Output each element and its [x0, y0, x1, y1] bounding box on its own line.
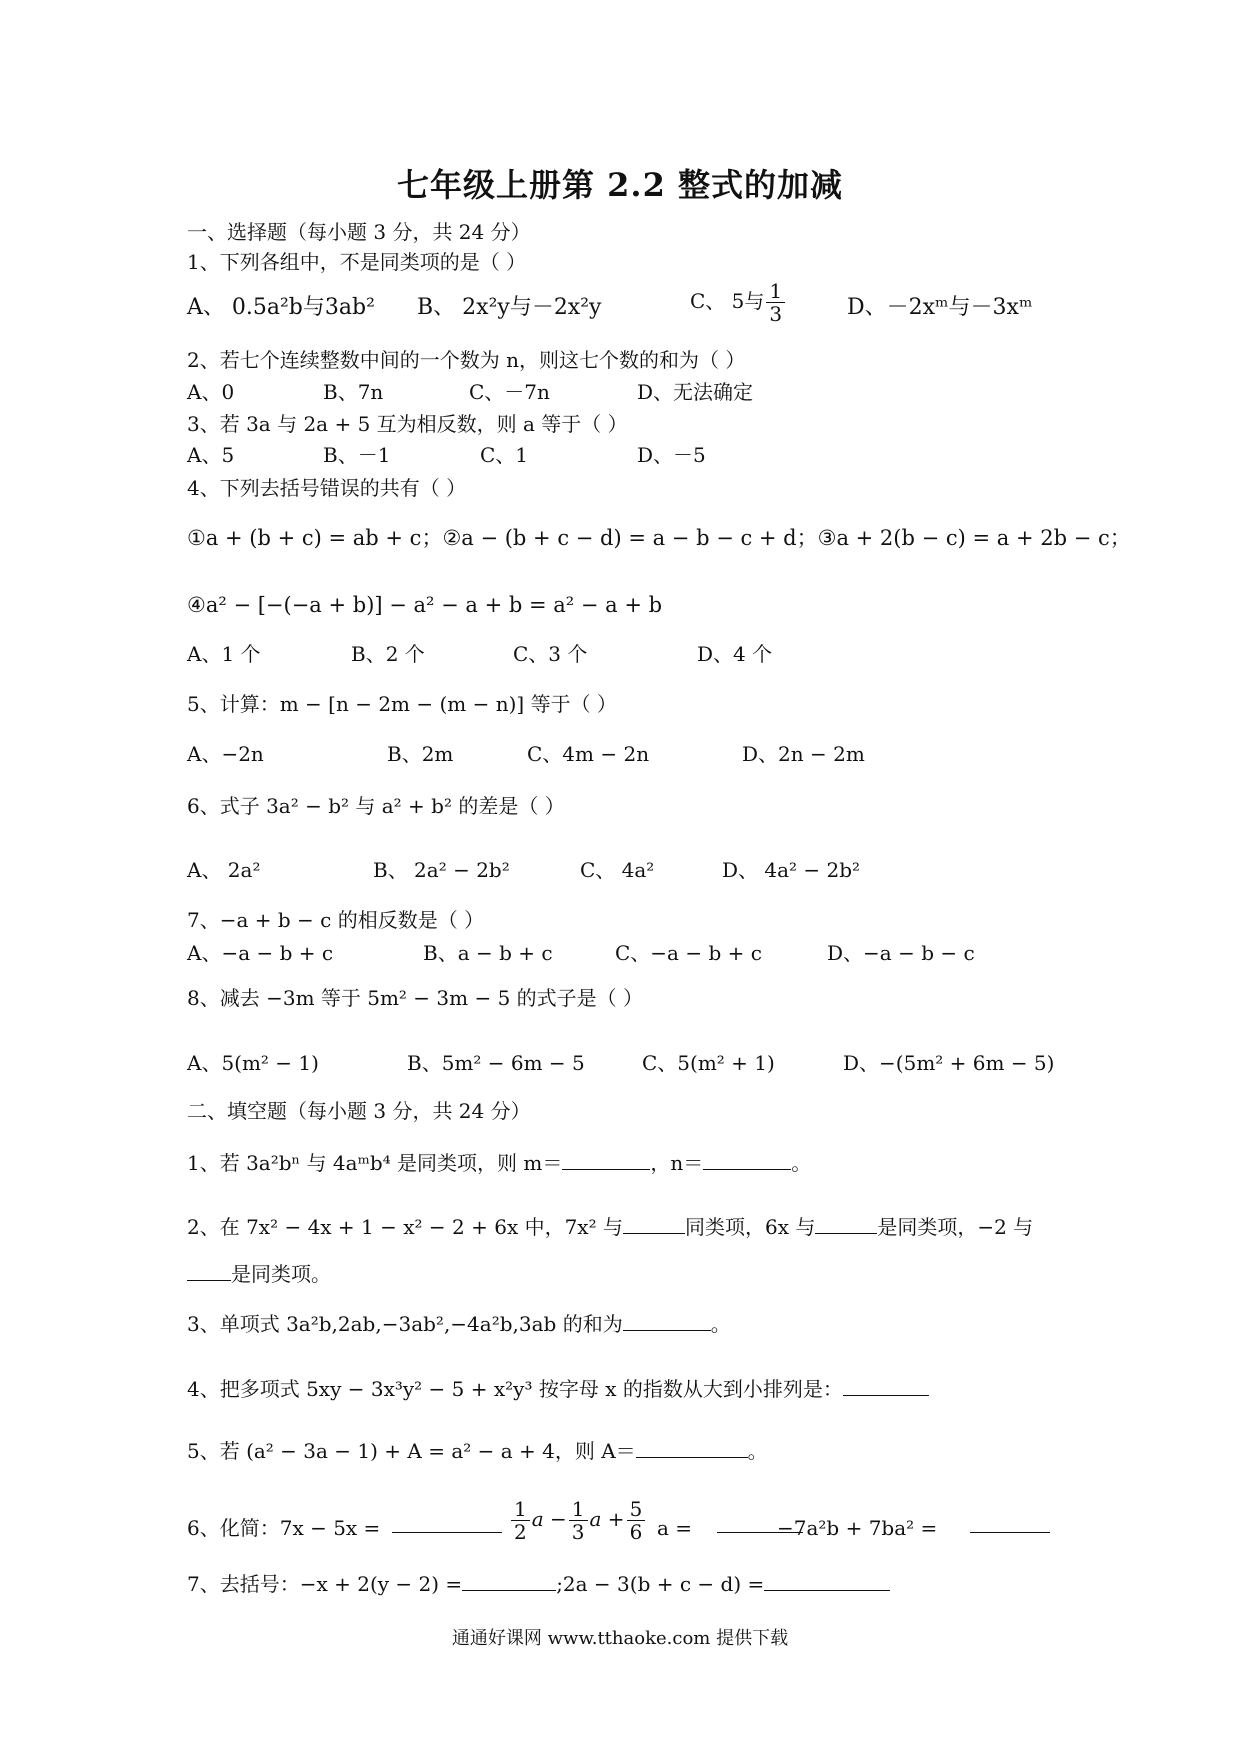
q4-option-b: B、2 个 [351, 642, 425, 666]
fill-q6-expression: $\frac{1}{2}$ a − $\frac{1}{3}$ a + $\frac{5}{6}$ [509, 1498, 647, 1543]
fill-q2-blank-1[interactable] [623, 1215, 685, 1234]
fill-q6 [187, 1498, 1090, 1558]
q4-option-a: A、1 个 [187, 642, 261, 666]
q1-option-b: B、 2x²y与－2x²y [417, 295, 602, 320]
fill-q3-blank[interactable] [623, 1312, 711, 1331]
fill-q6-mid: a = [657, 1516, 693, 1540]
fill-q4-blank[interactable] [843, 1377, 929, 1396]
fraction-denominator: 3 [769, 302, 783, 326]
fill-q1-mid: ，n＝ [650, 1151, 704, 1175]
fraction-third [569, 1498, 588, 1543]
footer-credit: 通通好课网 www.tthaoke.com 提供下载 [451, 1628, 789, 1649]
fraction-half [511, 1498, 530, 1543]
fill-q6-prefix: 6、化简：7x − 5x = [187, 1516, 381, 1540]
q3-option-b: B、－1 [323, 443, 391, 467]
q3-option-c: C、1 [480, 443, 529, 467]
q2-option-b: B、7n [323, 380, 384, 404]
q4-option-c: C、3 个 [513, 642, 588, 666]
q3-option-d: D、－5 [637, 443, 706, 467]
q4-option-d: D、4 个 [697, 642, 773, 666]
q6-option-b: B、 2a² − 2b² [373, 858, 510, 882]
fraction-numerator: 1 [511, 1498, 530, 1521]
q1-option-c [690, 280, 787, 325]
q3-stem: 3、若 3a 与 2a + 5 互为相反数，则 a 等于（ ） [187, 412, 628, 436]
q7-option-b: B、a − b + c [423, 941, 553, 965]
q1-option-c-fraction [766, 280, 785, 325]
fill-q7 [187, 1570, 1090, 1598]
q4-stem: 4、下列去括号错误的共有（ ） [187, 476, 467, 500]
fill-q4-text: 4、把多项式 5xy − 3x³y² − 5 + x²y³ 按字母 x 的指数从大到小排列是： [187, 1377, 843, 1401]
q3-option-a: A、5 [187, 443, 235, 467]
fraction-numerator: 5 [627, 1498, 646, 1521]
section-heading-choice: 一、选择题（每小题 3 分，共 24 分） [187, 220, 531, 244]
q8-option-c: C、5(m² + 1) [642, 1051, 775, 1075]
fill-q1-blank-m[interactable] [562, 1151, 650, 1170]
q2-option-c: C、－7n [469, 380, 550, 404]
q2-stem: 2、若七个连续整数中间的一个数为 n，则这七个数的和为（ ） [187, 348, 746, 372]
fill-q5-blank[interactable] [636, 1439, 748, 1458]
fill-q5-end: 。 [747, 1439, 768, 1463]
q5-option-c: C、4m − 2n [527, 742, 650, 766]
section-heading-fill: 二、填空题（每小题 3 分，共 24 分） [187, 1099, 531, 1123]
fill-q6-blank-3[interactable] [970, 1514, 1050, 1533]
q5-option-a: A、−2n [187, 742, 264, 766]
q7-option-a: A、−a − b + c [187, 941, 334, 965]
fill-q2-blank-2[interactable] [815, 1215, 877, 1234]
fill-q1 [187, 1149, 1090, 1177]
q1-options [187, 279, 1090, 328]
fill-q1-text: 1、若 3a²bⁿ 与 4aᵐb⁴ 是同类项，则 m＝ [187, 1151, 563, 1175]
q7-stem: 7、−a + b − c 的相反数是（ ） [187, 908, 485, 932]
fill-q2-text: 2、在 7x² − 4x + 1 − x² − 2 + 6x 中，7x² 与 [187, 1215, 623, 1239]
fill-q2-blank-3[interactable] [187, 1262, 231, 1281]
q8-option-d: D、−(5m² + 6m − 5) [843, 1051, 1055, 1075]
fill-q3-end: 。 [710, 1312, 731, 1336]
q7-option-d: D、−a − b − c [827, 941, 975, 965]
q6-option-a: A、 2a² [187, 858, 261, 882]
fill-q1-end: 。 [791, 1151, 812, 1175]
fill-q2 [187, 1213, 1090, 1241]
q2-option-a: A、0 [187, 380, 235, 404]
q6-stem: 6、式子 3a² − b² 与 a² + b² 的差是（ ） [187, 794, 565, 818]
q5-option-d: D、2n − 2m [742, 742, 865, 766]
q1-option-a: A、 0.5a²b与3ab² [187, 295, 375, 320]
q2-option-d: D、无法确定 [637, 380, 754, 404]
q5-stem: 5、计算：m − [n − 2m − (m − n)] 等于（ ） [187, 692, 617, 716]
fill-q7-mid: ;2a − 3(b + c − d) = [556, 1572, 765, 1596]
q8-option-b: B、5m² − 6m − 5 [407, 1051, 585, 1075]
fill-q4 [187, 1375, 1090, 1403]
q1-option-d: D、－2xᵐ与－3xᵐ [847, 295, 1033, 320]
fill-q2-line2 [187, 1260, 1090, 1288]
fill-q6-blank-1[interactable] [392, 1514, 502, 1533]
q4-expression-line1: ①a + (b + c) = ab + c；②a − (b + c − d) = a − b − c + d；③a + 2(b − c) = a + 2b − c； [187, 526, 1131, 550]
q7-option-c: C、−a − b + c [615, 941, 762, 965]
q8-stem: 8、减去 −3m 等于 5m² − 3m − 5 的式子是（ ） [187, 986, 644, 1010]
fraction-five-sixths [627, 1498, 646, 1543]
page-title: 七年级上册第 2.2 整式的加减 [397, 166, 843, 204]
q6-option-c: C、 4a² [580, 858, 655, 882]
fill-q1-blank-n[interactable] [703, 1151, 791, 1170]
q1-stem: 1、下列各组中，不是同类项的是（ ） [187, 250, 527, 274]
fill-q3 [187, 1310, 1090, 1338]
fraction-numerator: 1 [569, 1498, 588, 1521]
fraction-denominator: 2 [514, 1520, 527, 1544]
fraction-denominator: 3 [571, 1520, 585, 1544]
fill-q5-text: 5、若 (a² − 3a − 1) + A = a² − a + 4，则 A＝ [187, 1439, 636, 1463]
fill-q2-mid1: 同类项，6x 与 [684, 1215, 816, 1239]
q4-expression-line2: ④a² − [−(−a + b)] − a² − a + b = a² − a + b [187, 593, 663, 617]
fill-q2-line2-text: 是同类项。 [231, 1262, 331, 1286]
fill-q6-last: −7a²b + 7ba² = [777, 1516, 938, 1540]
q1-option-c-label: C、 5与 [690, 289, 765, 313]
q8-option-a: A、5(m² − 1) [187, 1051, 319, 1075]
fraction-numerator: 1 [766, 280, 785, 303]
fill-q2-mid2: 是同类项，−2 与 [877, 1215, 1034, 1239]
q5-option-b: B、2m [387, 742, 454, 766]
fill-q7-text: 7、去括号：−x + 2(y − 2) = [187, 1572, 463, 1596]
fill-q3-text: 3、单项式 3a²b,2ab,−3ab²,−4a²b,3ab 的和为 [187, 1312, 623, 1336]
fill-q5 [187, 1437, 1090, 1465]
q6-option-d: D、 4a² − 2b² [722, 858, 861, 882]
fill-q7-blank-2[interactable] [764, 1572, 890, 1591]
fraction-denominator: 6 [629, 1520, 643, 1544]
fill-q7-blank-1[interactable] [462, 1572, 556, 1591]
